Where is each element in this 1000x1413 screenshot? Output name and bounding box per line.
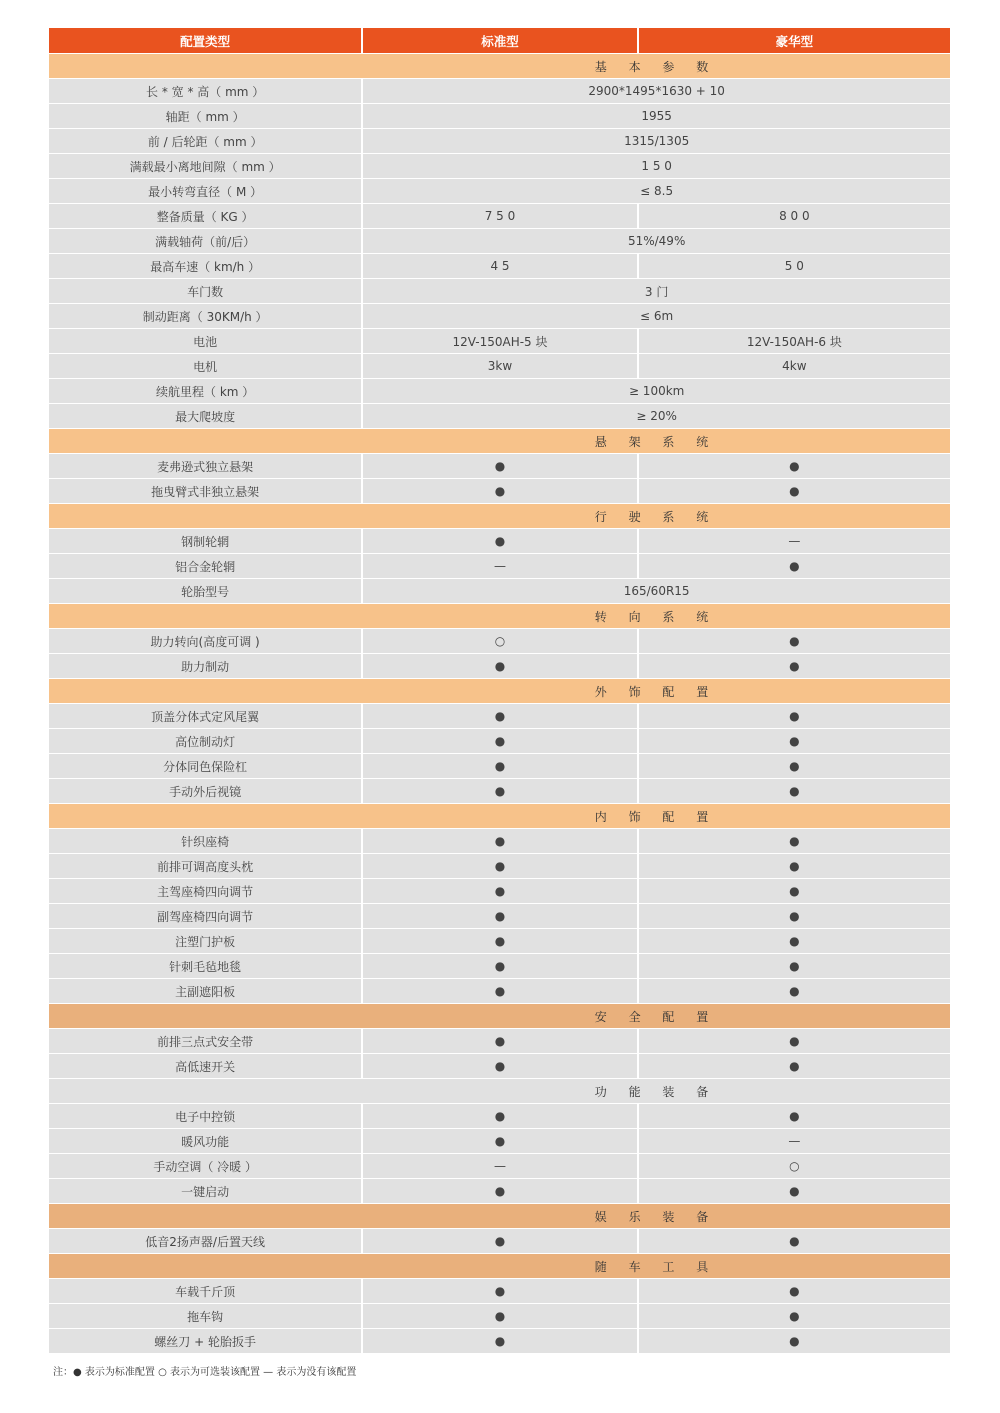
luxury-value: ● [637,954,950,978]
row-label: 手动外后视镜 [49,779,361,803]
table-row [49,928,950,953]
table-row [49,1053,950,1078]
standard-value: 12V-150AH-5 块 [361,329,636,353]
standard-value: ● [361,1104,636,1128]
luxury-value: ● [637,979,950,1003]
table-row [49,553,950,578]
table-row [49,1303,950,1328]
table-row [49,403,950,428]
section-header [49,1003,950,1028]
table-row [49,253,950,278]
standard-value: ● [361,654,636,678]
row-label: 麦弗逊式独立悬架 [49,454,361,478]
table-row [49,578,950,603]
row-label: 钢制轮辋 [49,529,361,553]
row-label: 主驾座椅四向调节 [49,879,361,903]
row-label: 前排可调高度头枕 [49,854,361,878]
table-row [49,628,950,653]
header-config-type: 配置类型 [49,28,361,53]
luxury-value: ● [637,904,950,928]
section-header [49,1078,950,1103]
standard-value: 4 5 [361,254,636,278]
table-row [49,728,950,753]
section-title: 外 饰 配 置 [594,684,718,699]
standard-value: ● [361,1129,636,1153]
table-row [49,178,950,203]
table-row [49,103,950,128]
luxury-value: 5 0 [637,254,950,278]
section-title: 基 本 参 数 [594,59,718,74]
standard-value: ● [361,754,636,778]
row-label: 手动空调（ 冷暖 ） [49,1154,361,1178]
section-header [49,503,950,528]
luxury-value: ● [637,704,950,728]
luxury-value: ● [637,754,950,778]
luxury-value: ● [637,654,950,678]
standard-value: ● [361,1179,636,1203]
row-label: 针刺毛毡地毯 [49,954,361,978]
row-label: 满载最小离地间隙（ mm ） [49,154,361,178]
shared-value: ≥ 20% [361,404,950,428]
luxury-value: — [637,529,950,553]
standard-value: ○ [361,629,636,653]
luxury-value: ● [637,1054,950,1078]
standard-value: ● [361,1054,636,1078]
table-row [49,278,950,303]
luxury-value: ● [637,1304,950,1328]
table-row [49,953,950,978]
table-row [49,903,950,928]
table-row [49,878,950,903]
row-label: 最高车速（ km/h ） [49,254,361,278]
table-row [49,703,950,728]
section-title: 行 驶 系 统 [594,509,718,524]
table-row [49,478,950,503]
standard-value: — [361,554,636,578]
row-label: 轴距（ mm ） [49,104,361,128]
row-label: 前 / 后轮距（ mm ） [49,129,361,153]
row-label: 电池 [49,329,361,353]
row-label: 螺丝刀 + 轮胎扳手 [49,1329,361,1353]
luxury-value: ● [637,554,950,578]
table-row [49,153,950,178]
shared-value: ≥ 100km [361,379,950,403]
row-label: 分体同色保险杠 [49,754,361,778]
standard-value: ● [361,854,636,878]
luxury-value: ● [637,454,950,478]
table-header [49,28,950,53]
luxury-value: ● [637,879,950,903]
shared-value: 1955 [361,104,950,128]
section-header [49,428,950,453]
row-label: 轮胎型号 [49,579,361,603]
table-row [49,778,950,803]
row-label: 最小转弯直径（ M ） [49,179,361,203]
section-header [49,1203,950,1228]
standard-value: ● [361,729,636,753]
luxury-value: ● [637,1179,950,1203]
table-row [49,378,950,403]
shared-value: 165/60R15 [361,579,950,603]
shared-value: 51%/49% [361,229,950,253]
section-header [49,1253,950,1278]
table-row [49,828,950,853]
section-title: 随 车 工 具 [594,1259,718,1274]
table-row [49,453,950,478]
row-label: 高低速开关 [49,1054,361,1078]
luxury-value: ● [637,479,950,503]
section-header [49,803,950,828]
table-row [49,228,950,253]
row-label: 前排三点式安全带 [49,1029,361,1053]
standard-value: ● [361,704,636,728]
row-label: 长 * 宽 * 高（ mm ） [49,79,361,103]
standard-value: — [361,1154,636,1178]
shared-value: ≤ 6m [361,304,950,328]
row-label: 注塑门护板 [49,929,361,953]
row-label: 副驾座椅四向调节 [49,904,361,928]
standard-value: ● [361,904,636,928]
section-header [49,603,950,628]
luxury-value: ● [637,1329,950,1353]
table-row [49,1328,950,1353]
row-label: 低音2扬声器/后置天线 [49,1229,361,1253]
table-row [49,1128,950,1153]
table-row [49,303,950,328]
table-row [49,978,950,1003]
row-label: 制动距离（ 30KM/h ） [49,304,361,328]
row-label: 一键启动 [49,1179,361,1203]
luxury-value: 12V-150AH-6 块 [637,329,950,353]
table-row [49,128,950,153]
luxury-value: ● [637,1279,950,1303]
standard-value: ● [361,1329,636,1353]
row-label: 铝合金轮辋 [49,554,361,578]
legend-note: 注：● 表示为标准配置 ○ 表示为可选装该配置 — 表示为没有该配置 [53,1367,357,1378]
row-label: 满载轴荷（前/后） [49,229,361,253]
row-label: 拖曳臂式非独立悬架 [49,479,361,503]
table-row [49,1178,950,1203]
luxury-value: ● [637,729,950,753]
standard-value: ● [361,1279,636,1303]
table-row [49,78,950,103]
table-row [49,1278,950,1303]
standard-value: ● [361,454,636,478]
standard-value: ● [361,829,636,853]
standard-value: ● [361,1229,636,1253]
shared-value: ≤ 8.5 [361,179,950,203]
section-title: 功 能 装 备 [594,1084,718,1099]
shared-value: 3 门 [361,279,950,303]
luxury-value: ● [637,1029,950,1053]
standard-value: ● [361,954,636,978]
standard-value: ● [361,529,636,553]
spec-table [49,28,950,1353]
row-label: 续航里程（ km ） [49,379,361,403]
section-header [49,678,950,703]
section-title: 悬 架 系 统 [594,434,718,449]
row-label: 车载千斤顶 [49,1279,361,1303]
shared-value: 1315/1305 [361,129,950,153]
standard-value: ● [361,479,636,503]
row-label: 车门数 [49,279,361,303]
luxury-value: ● [637,929,950,953]
row-label: 电机 [49,354,361,378]
table-row [49,1153,950,1178]
section-title: 内 饰 配 置 [594,809,718,824]
luxury-value: ● [637,854,950,878]
row-label: 高位制动灯 [49,729,361,753]
standard-value: ● [361,1029,636,1053]
row-label: 顶盖分体式定风尾翼 [49,704,361,728]
section-title: 娱 乐 装 备 [594,1209,718,1224]
table-row [49,353,950,378]
row-label: 最大爬坡度 [49,404,361,428]
row-label: 电子中控锁 [49,1104,361,1128]
row-label: 暖风功能 [49,1129,361,1153]
shared-value: 2900*1495*1630 + 10 [361,79,950,103]
luxury-value: — [637,1129,950,1153]
luxury-value: ● [637,629,950,653]
header-standard: 标准型 [361,28,636,53]
luxury-value: ● [637,779,950,803]
standard-value: ● [361,979,636,1003]
table-row [49,328,950,353]
luxury-value: ● [637,829,950,853]
table-row [49,853,950,878]
row-label: 助力制动 [49,654,361,678]
table-row [49,1028,950,1053]
luxury-value: ● [637,1229,950,1253]
table-row [49,653,950,678]
standard-value: 7 5 0 [361,204,636,228]
row-label: 助力转向(高度可调 ) [49,629,361,653]
luxury-value: 8 0 0 [637,204,950,228]
luxury-value: 4kw [637,354,950,378]
standard-value: ● [361,779,636,803]
luxury-value: ● [637,1104,950,1128]
section-header [49,53,950,78]
table-row [49,528,950,553]
shared-value: 1 5 0 [361,154,950,178]
section-title: 安 全 配 置 [594,1009,718,1024]
standard-value: ● [361,879,636,903]
table-row [49,1103,950,1128]
standard-value: ● [361,1304,636,1328]
luxury-value: ○ [637,1154,950,1178]
row-label: 针织座椅 [49,829,361,853]
standard-value: 3kw [361,354,636,378]
header-luxury: 豪华型 [637,28,950,53]
standard-value: ● [361,929,636,953]
table-row [49,203,950,228]
row-label: 拖车钩 [49,1304,361,1328]
row-label: 主副遮阳板 [49,979,361,1003]
row-label: 整备质量（ KG ） [49,204,361,228]
section-title: 转 向 系 统 [594,609,718,624]
table-row [49,753,950,778]
table-row [49,1228,950,1253]
